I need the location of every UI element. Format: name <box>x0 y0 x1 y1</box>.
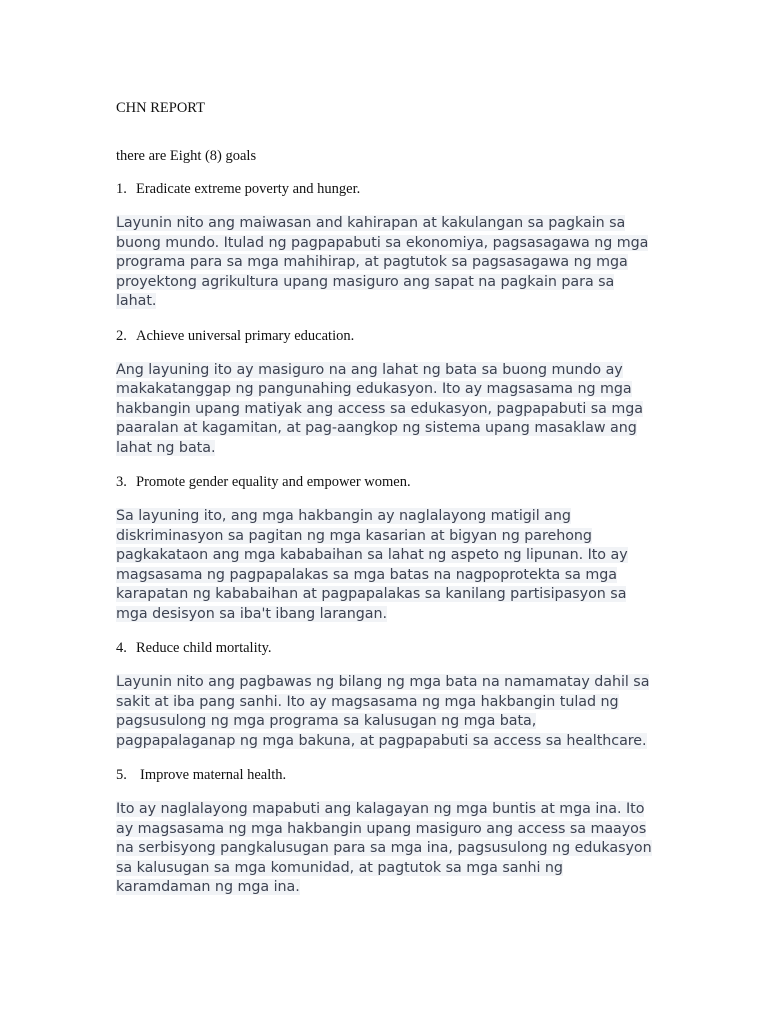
intro-text: there are Eight (8) goals <box>116 148 257 164</box>
goal-1-number: 1. <box>116 181 127 197</box>
goal-3-heading-text: Promote gender equality and empower women. <box>136 474 411 490</box>
goal-3-heading <box>116 473 656 492</box>
goal-1-heading <box>116 180 656 199</box>
document-body <box>116 99 656 913</box>
goal-5-heading-text: Improve maternal health. <box>140 767 287 783</box>
goal-2-heading <box>116 327 656 346</box>
goal-5-paragraph-text: Ito ay naglalayong mapabuti ang kalagayan ng mga buntis at mga ina. Ito ay magsasama ng mga hakbangin upang masiguro ang access sa maayos na serbisyong pangkalusugan para sa mga ina, pagsusulong ng edukasyon sa kalusugan sa mga komunidad, at pagtutok sa mga sanhi ng karamdaman ng mga ina. <box>116 801 652 895</box>
goal-4-paragraph-text: Layunin nito ang pagbawas ng bilang ng mga bata na namamatay dahil sa sakit at iba pang sanhi. Ito ay magsasama ng mga hakbangin tulad ng pagsusulong ng mga programa sa kalusugan ng mga bata, pagpapalaganap ng mga bakuna, at pagpapabuti sa access sa healthcare. <box>116 674 650 749</box>
goal-4-number: 4. <box>116 640 127 656</box>
goal-3-number: 3. <box>116 474 127 490</box>
goal-2-heading-text: Achieve universal primary education. <box>136 327 355 344</box>
goal-2-paragraph-text: Ang layuning ito ay masiguro na ang lahat ng bata sa buong mundo ay makakatanggap ng pangunahing edukasyon. Ito ay magsasama ng mga hakbangin upang matiyak ang access sa edukasyon, pagpapabuti sa mga paaralan at kagamitan, at pag-aangkop ng sistema upang masaklaw ang lahat ng bata. <box>116 361 643 456</box>
goal-3-paragraph-text: Sa layuning ito, ang mga hakbangin ay naglalayong matigil ang diskriminasyon sa pagitan ng mga kasarian at bigyan ng parehong pagkakataon ang mga kababaihan sa lahat ng aspeto ng lipunan. Ito ay magsasama ng pagpapalakas sa mga batas na nagpoprotekta sa mga karapatan ng kababaihan at pagpapalakas sa kanilang partisipasyon sa mga desisyon sa iba't ibang larangan. <box>116 508 628 622</box>
goal-5-heading <box>116 766 656 785</box>
goal-4-heading <box>116 639 656 658</box>
goal-3-paragraph <box>116 507 656 624</box>
goal-4-heading-text: Reduce child mortality. <box>136 640 272 656</box>
goal-5-number: 5. <box>116 767 127 783</box>
goal-4-paragraph <box>116 673 656 751</box>
report-title: CHN REPORT <box>116 100 205 116</box>
goal-2-number: 2. <box>116 327 127 344</box>
goal-5-paragraph <box>116 800 656 898</box>
goal-1-paragraph-text: Layunin nito ang maiwasan and kahirapan at kakulangan sa pagkain sa buong mundo. Itulad ng pagpapabuti sa ekonomiya, pagsasagawa ng mga programa para sa mga mahihirap, at pagtutok sa pagsasagawa ng mga proyektong agrikultura upang masiguro ang sapat na pagkain para sa lahat. <box>116 215 649 309</box>
goal-1-heading-text: Eradicate extreme poverty and hunger. <box>136 181 361 197</box>
goal-1-paragraph <box>116 214 656 312</box>
goal-2-paragraph <box>116 361 656 459</box>
